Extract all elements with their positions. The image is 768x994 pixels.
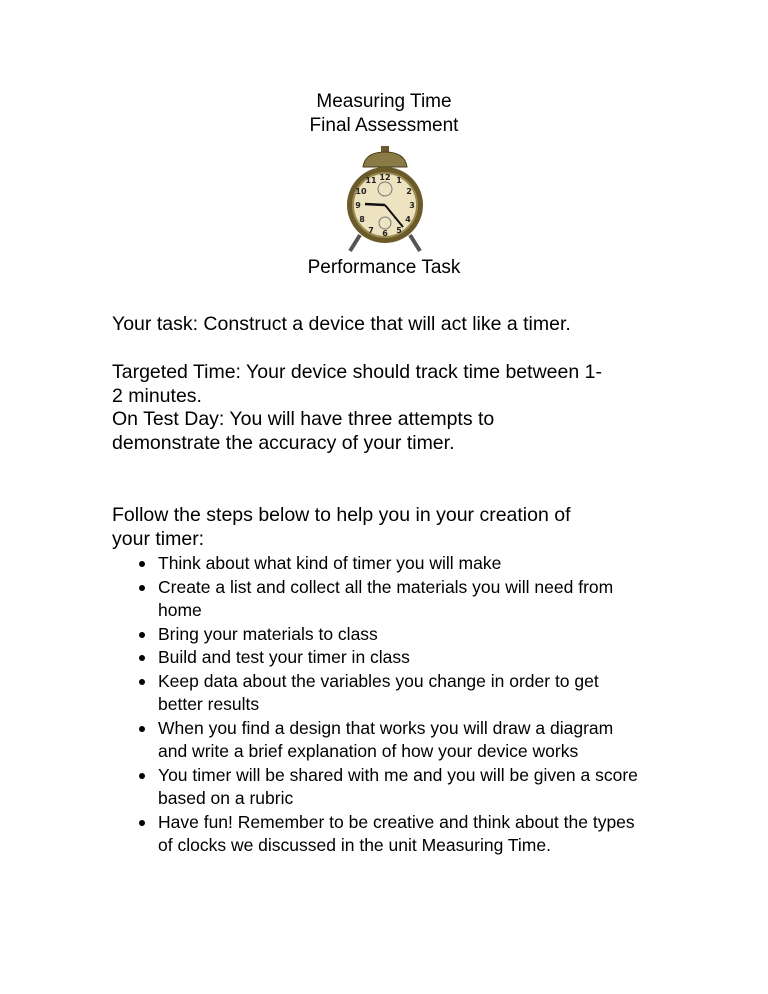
svg-text:1: 1 — [396, 176, 402, 185]
list-item: You timer will be shared with me and you will be given a score based on a rubric — [158, 764, 643, 811]
list-item: Think about what kind of timer you will make — [158, 552, 643, 576]
task-description: Your task: Construct a device that will act like a timer. — [112, 313, 571, 335]
svg-text:12: 12 — [379, 173, 391, 182]
steps-list — [112, 552, 643, 858]
svg-text:8: 8 — [359, 215, 365, 224]
section-heading: Performance Task — [307, 257, 461, 278]
svg-text:7: 7 — [368, 226, 374, 235]
targeted-time: Targeted Time: Your device should track time between 1-2 minutes. — [112, 361, 602, 407]
svg-text:6: 6 — [382, 229, 388, 238]
list-item: Bring your materials to class — [158, 623, 643, 647]
alarm-clock-icon — [335, 143, 435, 253]
svg-text:5: 5 — [396, 226, 402, 235]
list-item: Keep data about the variables you change in order to get better results — [158, 670, 643, 717]
svg-text:11: 11 — [365, 176, 377, 185]
list-item: Build and test your timer in class — [158, 646, 643, 670]
list-item: Have fun! Remember to be creative and think about the types of clocks we discussed in the unit Measuring Time. — [158, 811, 643, 858]
svg-text:4: 4 — [405, 215, 411, 224]
svg-text:3: 3 — [409, 201, 415, 210]
document-title: Measuring Time — [316, 91, 452, 112]
test-day: On Test Day: You will have three attempts to demonstrate the accuracy of your timer. — [112, 408, 495, 454]
svg-text:9: 9 — [355, 201, 361, 210]
document-subtitle: Final Assessment — [309, 115, 459, 136]
steps-intro: Follow the steps below to help you in your creation of your timer: — [112, 504, 571, 550]
svg-text:10: 10 — [355, 187, 367, 196]
list-item: Create a list and collect all the materials you will need from home — [158, 576, 643, 623]
svg-text:2: 2 — [406, 187, 412, 196]
list-item: When you find a design that works you will draw a diagram and write a brief explanation of how your device works — [158, 717, 643, 764]
